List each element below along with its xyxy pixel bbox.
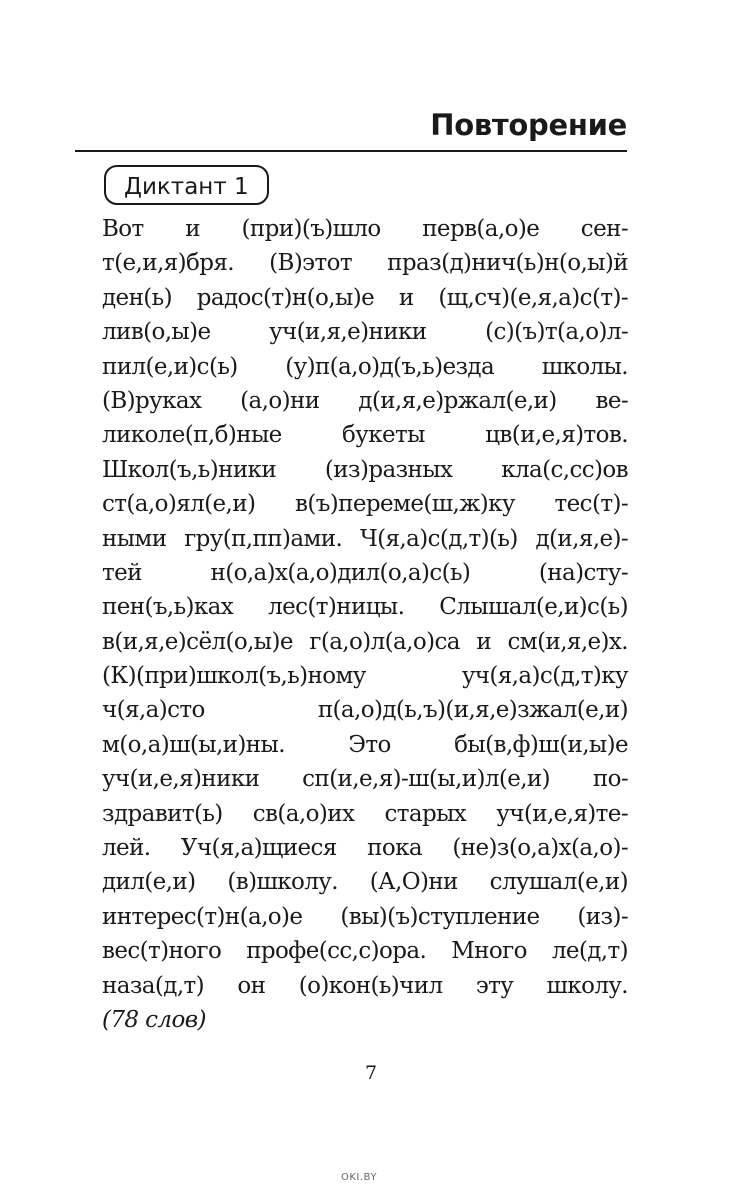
dictation-text (102, 212, 628, 1037)
text-line: лей. Уч(я,а)щиеся пока (не)з(о,а)х(а,о)- (102, 835, 628, 862)
text-line: пил(е,и)с(ь) (у)п(а,о)д(ъ,ь)езда школы. (102, 353, 628, 380)
text-line: в(и,я,е)сёл(о,ы)е г(а,о)л(а,о)са и см(и,я,е)х. (102, 628, 628, 655)
page-title: Повторение (430, 108, 627, 142)
text-line: ден(ь) радос(т)н(о,ы)е и (щ,сч)(е,я,а)с(т)- (102, 284, 628, 311)
text-line: ными гру(п,пп)ами. Ч(я,а)с(д,т)(ь) д(и,я,е)- (102, 525, 628, 552)
text-line: уч(и,е,я)ники сп(и,е,я)-ш(ы,и)л(е,и) по- (102, 766, 628, 793)
text-line: ликоле(п,б)ные букеты цв(и,е,я)тов. (102, 422, 628, 449)
title-divider (75, 150, 627, 152)
text-line: (В)руках (а,о)ни д(и,я,е)ржал(е,и) ве- (102, 387, 628, 414)
word-count: (78 слов) (102, 1006, 206, 1033)
word-count-line (102, 1003, 628, 1037)
text-line: (К)(при)школ(ъ,ь)ному уч(я,а)с(д,т)ку (102, 663, 628, 690)
text-line: пен(ъ,ь)ках лес(т)ницы. Слышал(е,и)с(ь) (102, 594, 628, 621)
text-line: т(е,и,я)бря. (В)этот праз(д)нич(ь)н(о,ы)й (102, 250, 628, 277)
page-number: 7 (364, 1062, 378, 1084)
watermark: OKI.BY (341, 1172, 377, 1183)
text-line: здравит(ь) св(а,о)их старых уч(и,е,я)те- (102, 800, 628, 827)
dictation-label-badge: Диктант 1 (104, 165, 269, 205)
text-line: дил(е,и) (в)школу. (А,О)ни слушал(е,и) (102, 869, 628, 896)
text-line: ст(а,о)ял(е,и) в(ъ)переме(ш,ж)ку тес(т)- (102, 491, 628, 518)
text-line: интерес(т)н(а,о)е (вы)(ъ)ступление (из)- (102, 903, 628, 930)
text-line: наза(д,т) он (о)кон(ь)чил эту школу. (102, 972, 628, 999)
text-line: тей н(о,а)х(а,о)дил(о,а)с(ь) (на)сту- (102, 559, 628, 586)
text-line: вес(т)ного профе(сс,с)ора. Много ле(д,т) (102, 938, 628, 965)
text-line: Вот и (при)(ъ)шло перв(а,о)е сен- (102, 216, 628, 242)
text-line: ч(я,а)сто п(а,о)д(ь,ъ)(и,я,е)зжал(е,и) (102, 697, 628, 724)
text-line: лив(о,ы)е уч(и,я,е)ники (с)(ъ)т(а,о)л- (102, 319, 628, 346)
text-line: м(о,а)ш(ы,и)ны. Это бы(в,ф)ш(и,ы)е (102, 731, 628, 758)
text-line: Школ(ъ,ь)ники (из)разных кла(с,сс)ов (102, 456, 628, 483)
